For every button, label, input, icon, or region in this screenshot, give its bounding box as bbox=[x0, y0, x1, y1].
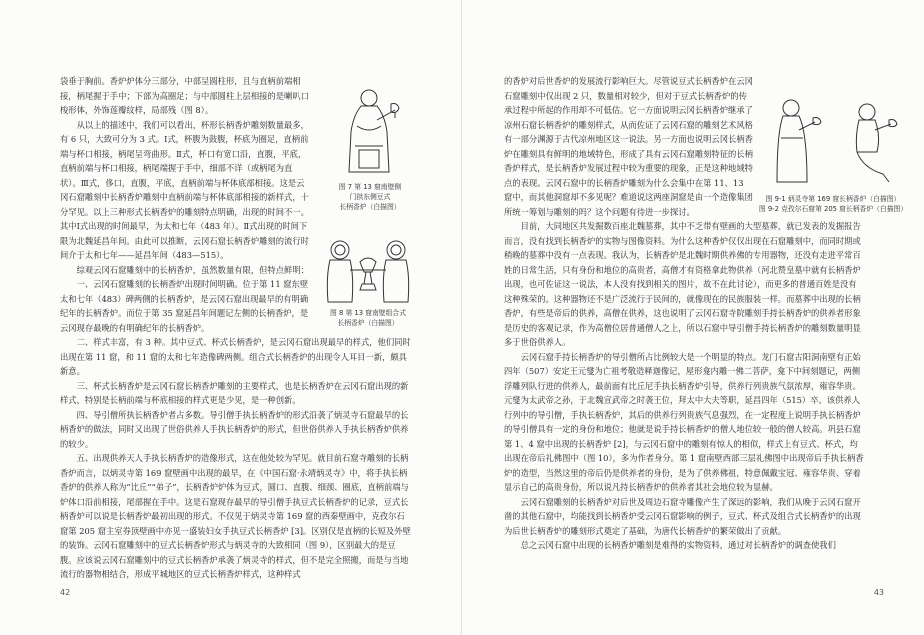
right-paragraph-1: 的香炉对后世香炉的发展流行影响巨大。尽管说豆式长柄香炉在云冈石窟雕刻中仅出现 2 只，数量相对较少，但对于豆式长柄香炉的传承过程中所起的作用却不可低估。它一方面说明云冈长柄香炉继承了凉州石窟长柄香炉的雕刻样式，从而佐证了云冈石窟的雕刻艺术风格有一部分渊源于古代凉州地区这一说法。另一方面也说明云冈长柄香炉在雕刻具有鲜明的地域特色，形成了具有云冈石窟雕刻特征的长柄香炉样式，是长柄香炉发展过程中较为重要的现象，正是这种地域特点的表现。云冈石窟中的长柄香炉雕刻为什么会集中在第 11、13 窟中，而其他洞窟却不多见呢？难道说这两座洞窟是由一个造像集团所统一筹划与雕刻的吗？这个问题有待进一步探讨。 bbox=[504, 76, 753, 217]
right-paragraph-2: 目前，大同地区共发掘数百座北魏墓葬，其中不乏带有壁画的大型墓葬，就已发表的发掘报告而言，没有找到长柄香炉的实物与图像资料。为什么这种香炉仅仅出现在石窟雕刻中，而同时期或稍晚的墓葬中没有一点表现。我认为，长柄香炉是北魏时期供养佛的专用器物，还没有走进平常百姓的日常生活，只有身份和地位的高贵者，高僧才有资格拿此物供养（河北赞皇墓中就有长柄香炉出现，也可佐证这一说法，本人没有找到相关的图片，故不在此讨论），而更多的普通百姓是没有这种殊荣的。这种器物还不是广泛流行于民间的，就像现在的民族服装一样。而墓葬中出现的长柄香炉，有些是帝后的供养，高僧在供养，这也说明了云冈石窟寺院雕刻手持长柄香炉的供养者形象是历史的客观记录，作为高僧位居普通僧人之上，所以石窟中导引僧手持长柄香炉的雕刻数量明显多于世俗供养人。 bbox=[504, 221, 861, 347]
left-paragraph-1: 袋垂于胸前。香炉炉体分三部分，中部呈圆柱形，且与直柄前端相接，柄尾握于手中；下部为高圈足；与中部圆柱上层相接的是喇叭口梭形体，外饰莲瓣纹样，局部残（图 8）。 bbox=[60, 76, 309, 115]
monk-with-censer-drawing bbox=[335, 86, 405, 180]
right-paragraph-3: 云冈石窟手持长柄香炉的导引僧所占比例较大是一个明显的特点。龙门石窟古阳洞南壁有正始四年（507）安定王元燮为亡祖考敬造释迦像记，屋形龛内雕一佛二菩萨，龛下中间刻题记，两侧浮雕列队行进的供养人，最前面有比丘尼手执长柄香炉引导，供养行列贵族气氛浓厚，雍容华贵。元燮为太武帝之孙，于北魏宣武帝之时袭王位，拜太中大夫等职，延昌四年（515）卒。该供养人行列中的导引僧，手执长柄香炉，其后的供养行列贵族气息强烈，在一定程度上说明手执长柄香炉的导引僧具有一定的身份和地位；他就是说手持长柄香炉的僧人地位较一般的僧人较高。巩县石窟第 1、4 窟中出现的长柄香炉 [2]，与云冈石窟中的雕刻有惊人的相似，样式上有豆式、杯式，均出现在帝后礼佛图中（图 10），多为作者身分。第 1 窟南壁西部三层礼佛图中出现帝后手执长柄香炉的造型，当然这里的帝后仍是供养者的身份，是为了供养佛祖，特意佩戴宝冠、雍容华贵、穿着显示自己的高贵身份，所以说凡持长柄香炉的供养者其社会地位较为显赫。 bbox=[504, 351, 864, 492]
figure-7 bbox=[318, 86, 422, 212]
figure-7-caption-line-2: 门拱东侧豆式 bbox=[349, 193, 391, 201]
figure-9-caption-line-2: 图 9-2 克孜尔石窟第 205 窟长柄香炉（白描图） bbox=[758, 205, 908, 213]
left-paragraph-3: 综观云冈石窟雕刻中的长柄香炉，虽然数量有限，但特点鲜明： bbox=[76, 264, 309, 275]
figure-7-caption-line-1: 图 7 第 13 窟南壁侧 bbox=[338, 183, 402, 191]
two-figures-with-censer-drawing bbox=[320, 236, 416, 306]
page-number-right: 43 bbox=[873, 588, 884, 597]
right-paragraph-4: 云冈石窟雕刻的长柄香炉对后世及周边石窟寺雕像产生了深远的影响，我们从晚于云冈石窟开凿的其他石窟中，均能找到长柄香炉受云冈石窟影响的例子，豆式、杯式及组合式长柄香炉的出现为后世长柄香炉的雕刻形式奠定了基础，为唐代长柄香炉的繁荣做出了贡献。 bbox=[504, 496, 861, 536]
left-paragraph-8: 五、出现供养天人手执长柄香炉的造像形式，这在他处较为罕见。就目前石窟寺雕刻的长柄香炉而言，以炳灵寺第 169 窟壁画中出现的最早，在《中国石窟·永靖炳灵寺》中，将手执长柄香炉的供养人称为“比丘”“弟子”，长柄香炉炉体为豆式，圆口、直腹、细颈、圈底，直柄前端与炉体口沿前相接，尾部握在手中。这是石窟现存最早的导引僧手执豆式长柄香炉的记录，豆式长柄香炉可以说是长柄香炉最初出现的形式。不仅见于炳灵寺第 169 窟的西秦壁画中，克孜尔石窟第 205 窟主室券顶壁画中亦见一盛装妇女手执豆式长柄香炉 [3]。区别仅是直柄的长短及外壁的装饰。云冈石窟雕刻中的豆式长柄香炉形式与炳灵寺的大致相同（图 9），区别最大的是豆腹。应该说云冈石窟雕刻中的豆式长柄香炉承袭了炳灵寺的样式，但不是完全照搬，而是与当地流行的器物相结合，形成平城地区的豆式长柄香炉样式，这种样式 bbox=[60, 453, 411, 579]
figure-9-caption-line-1: 图 9-1 炳灵寺第 169 窟长柄香炉（白描图） bbox=[765, 195, 901, 203]
figure-8-caption-line-1: 图 8 第 13 窟南壁组合式 bbox=[330, 309, 406, 317]
page-number-left: 42 bbox=[60, 588, 71, 597]
left-paragraph-2: 从以上的描述中，我们可以看出，杯形长柄香炉雕刻数量最多，有 6 只，大致可分为 3 式。Ⅰ式，杯腹为鼓腹，杯底为圈足，直柄前端与杯口相接，柄尾呈弯曲形。Ⅱ式，杯口有宽口沿，直腹，平底，直柄前端与杯口相接，柄尾端握于手中，细部不详（或柄尾为直状）。Ⅲ式，侈口，直腹，平底，直柄前端与杯体底部相接。这是云冈石窟雕刻中长柄香炉雕刻中直柄前端与杯体底部相接的新样式，十分罕见。以上三种形式长柄香炉的雕刻特点明确，出现的时间不一。其中Ⅰ式出现的时间最早，为太和七年（483 年）。Ⅱ式出现的时间下限为北魏延昌年间。由此可以推断，云冈石窟长柄香炉雕刻的流行时间介于太和七年——延昌年间（483—515）。 bbox=[60, 119, 309, 260]
left-paragraph-4: 一、云冈石窟雕刻的长柄香炉出现时间明确。位于第 11 窟东壁太和七年（483）碑两侧的长柄香炉，是云冈石窟出现最早的有明确纪年的长柄香炉。而位于第 35 窟延昌年间题记左侧的长柄香炉，是云冈现存最晚的有明确纪年的长柄香炉。 bbox=[60, 279, 309, 333]
right-page bbox=[462, 0, 924, 635]
left-paragraph-7: 四、导引僧所执长柄香炉者占多数。导引僧手执长柄香炉的形式沿袭了炳灵寺石窟最早的长柄香炉的做法，同时又出现了世俗供养人手执长柄香炉的形式，但世俗供养人手执长柄香炉供养的较少。 bbox=[60, 409, 409, 449]
left-paragraph-5: 二、样式丰富，有 3 种。其中豆式、杯式长柄香炉，是云冈石窟出现最早的样式，他们同时出现在第 11 窟，和 11 窟的太和七年造像碑两侧。组合式长柄香炉的出现令人耳目一新，颇具新意。 bbox=[60, 337, 411, 376]
monks-with-censers-drawing bbox=[763, 92, 903, 192]
figure-7-caption-line-3: 长柄香炉（白描图） bbox=[339, 203, 401, 211]
left-paragraph-6: 三、杯式长柄香炉是云冈石窟长柄香炉雕刻的主要样式，也是长柄香炉在云冈石窟出现的新样式，特别是长柄前端与杯底相接的样式更是少见，是一种创新。 bbox=[60, 380, 409, 405]
figure-9 bbox=[758, 92, 908, 214]
right-paragraph-5: 总之云冈石窟中出现的长柄香炉雕刻是难得的实物资料，通过对长柄香炉的调查使我们 bbox=[520, 540, 836, 550]
figure-8-caption-line-2: 长柄香炉（白描图） bbox=[337, 319, 399, 327]
figure-8 bbox=[312, 236, 424, 328]
